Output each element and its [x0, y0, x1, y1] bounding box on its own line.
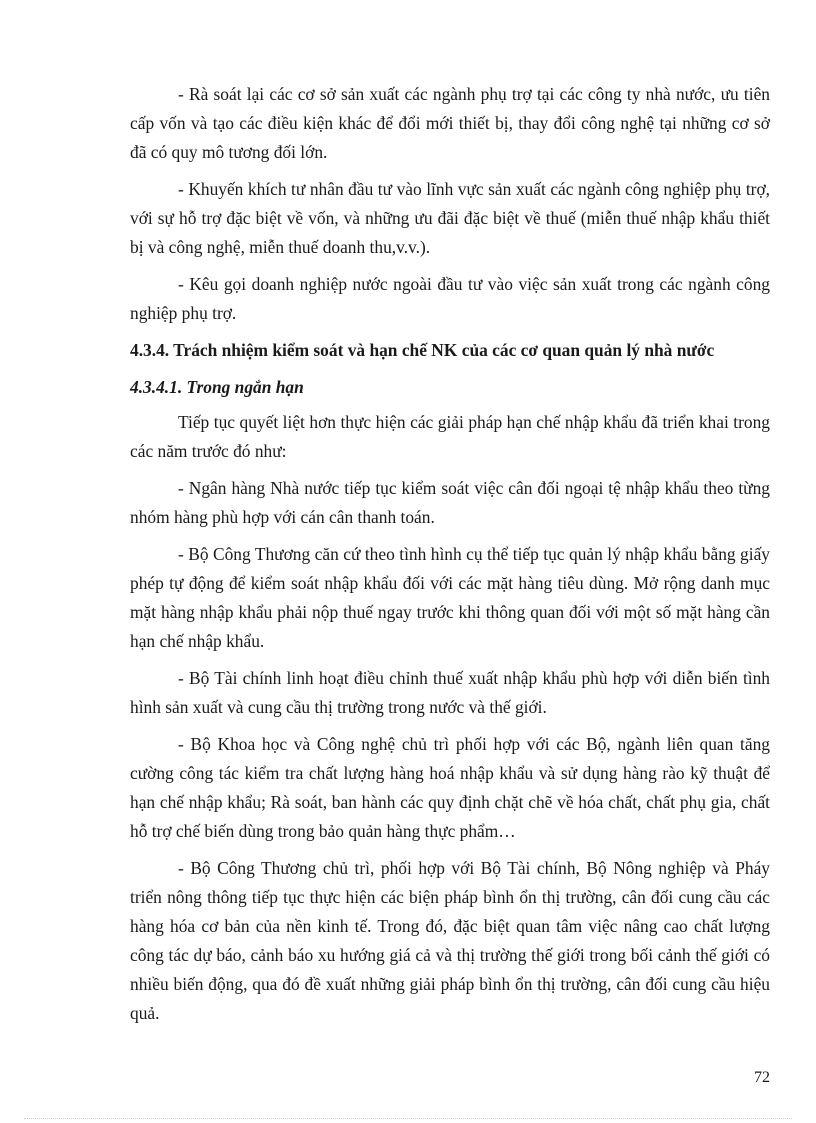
- page-number: 72: [754, 1069, 770, 1086]
- paragraph-ministry-science: - Bộ Khoa học và Công nghệ chủ trì phối hợp với các Bộ, ngành liên quan tăng cường công tác kiểm tra chất lượng hàng hoá nhập khẩu và sử dụng hàng rào kỹ thuật để hạn chế nhập khẩu; Rà soát, ban hành các quy định chặt chẽ về hóa chất, chất phụ gia, chất hỗ trợ chế biến dùng trong bảo quản hàng thực phẩm…: [130, 734, 770, 841]
- paragraph-review-facilities: - Rà soát lại các cơ sở sản xuất các ngành phụ trợ tại các công ty nhà nước, ưu tiên cấp vốn và tạo các điều kiện khác để đổi mới thiết bị, thay đổi công nghệ tại những cơ sở đã có quy mô tương đối lớn.: [130, 84, 770, 162]
- paragraph-ministry-trade-license: - Bộ Công Thương căn cứ theo tình hình cụ thể tiếp tục quản lý nhập khẩu bằng giấy phép tự động để kiểm soát nhập khẩu đối với các mặt hàng tiêu dùng. Mở rộng danh mục mặt hàng nhập khẩu phải nộp thuế ngay trước khi thông quan đối với một số mặt hàng cần hạn chế nhập khẩu.: [130, 544, 770, 651]
- paragraph-foreign-investment: - Kêu gọi doanh nghiệp nước ngoài đầu tư vào việc sản xuất trong các ngành công nghiệp phụ trợ.: [130, 274, 770, 323]
- paragraph-intro: Tiếp tục quyết liệt hơn thực hiện các giải pháp hạn chế nhập khẩu đã triển khai trong các năm trước đó như:: [130, 412, 770, 461]
- paragraph-state-bank: - Ngân hàng Nhà nước tiếp tục kiểm soát việc cân đối ngoại tệ nhập khẩu theo từng nhóm hàng phù hợp với cán cân thanh toán.: [130, 478, 770, 527]
- subsection-heading: 4.3.4.1. Trong ngắn hạn: [130, 377, 304, 397]
- footer-divider: [24, 1118, 792, 1119]
- page-content: [130, 80, 770, 1036]
- paragraph-ministry-trade-stabilize: - Bộ Công Thương chủ trì, phối hợp với Bộ Tài chính, Bộ Nông nghiệp và Pháy triển nông thông tiếp tục thực hiện các biện pháp bình ổn thị trường, cân đối cung cầu các hàng hóa cơ bản của nền kinh tế. Trong đó, đặc biệt quan tâm việc nâng cao chất lượng công tác dự báo, cảnh báo xu hướng giá cả và thị trường thế giới trong bối cảnh thế giới có nhiều biến động, qua đó đề xuất những giải pháp bình ổn thị trường, cân đối cung cầu hiệu quả.: [130, 858, 770, 1023]
- paragraph-private-investment: - Khuyến khích tư nhân đầu tư vào lĩnh vực sản xuất các ngành công nghiệp phụ trợ, với sự hỗ trợ đặc biệt về vốn, và những ưu đãi đặc biệt về thuế (miễn thuế nhập khẩu thiết bị và công nghệ, miễn thuế doanh thu,v.v.).: [130, 179, 770, 257]
- paragraph-ministry-finance: - Bộ Tài chính linh hoạt điều chỉnh thuế xuất nhập khẩu phù hợp với diễn biến tình hình sản xuất và cung cầu thị trường trong nước và thế giới.: [130, 668, 770, 717]
- section-heading: 4.3.4. Trách nhiệm kiểm soát và hạn chế NK của các cơ quan quản lý nhà nước: [130, 340, 715, 360]
